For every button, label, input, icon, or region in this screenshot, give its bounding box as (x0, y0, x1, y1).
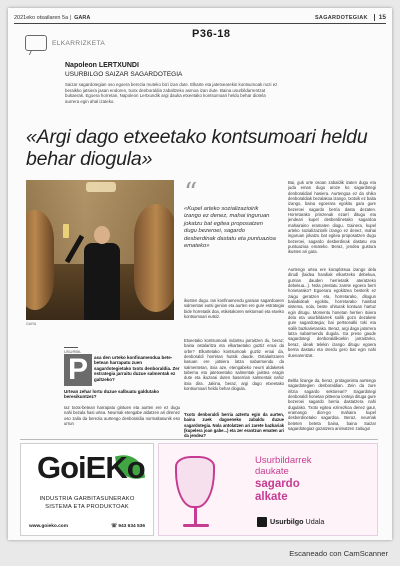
glass-stem (194, 508, 197, 524)
goieko-tagline-1: INDUSTRIA GARBITASUNERAKO (39, 496, 135, 502)
person-figure (84, 226, 120, 320)
section-name: SAGARDOTEGIAK (314, 14, 368, 21)
goieko-url[interactable]: www.goieko.com (29, 524, 69, 529)
goieko-ad[interactable] (20, 443, 154, 536)
second-question: Urtean zehar lortu duzue salbuatu galdutako beresikuntzez? (64, 389, 160, 400)
usurbil-logo-icon (257, 517, 267, 527)
first-question: asa den urteko konfinamendua bete-betean harrapatu zuen sagardotegietako txotx denboraldia. Zer estrategia jarraitu duzue salmentak ez galtzeko? (94, 355, 180, 382)
goieko-phone: ☏ 943 634 536 (110, 524, 145, 529)
photo-credit: GARA (26, 322, 37, 326)
issue-date: 2021eko otsailaren 5a | (14, 14, 72, 21)
page-code: P36-18 (192, 28, 231, 40)
cider-glass (63, 224, 69, 238)
author-name: Napoleon LERTXUNDI (65, 62, 139, 69)
body-text-right-b: Aurtengo urtea ere koraplotsua izango dela dirudi (laidea handiak elkartzeko debekua, gurrian dauden herrietatik ateratzeko debekua...). Nola prestatu zarete egoera berri honetarako? Egoerara egokitzea besterik ez zaigu geratzen eta, horretarako, ditugun baliabideak egokitu, horretarako hainbat sistema, nola, beste ohiturak kontuan hartuz egin ditugu. Momentu honetan herrien itxiera dela eta usurbildarrek soilik gozo dezakete gure sagardotegia; bai pertsonalki toki eta soilik bazkarietarako. Beraz, argi dago jatorrera latza nabarmendu dugula. Ga preso gaude sagardotegi denboraldikoekin jarraitzeko, beraz, ideak telekin izango ditugu egoera berria dastatu eta oterdu gero bat egin nahi duenarentzat. (288, 267, 376, 358)
body-text-right-a: Bai, guk urte osoan zabaldik izaten dugu eta juda eman dugu aroze ko sagardotegi denboraldiari hasiera. Aurtengoa ez da ohiko denboraldiak bezalakoa izango, txotxik ez baita izango, baina egoerara egokitu gara gure bezeroei sagardo berria dasta dezaten. Horretarako prinzenak ezarri ditugu eta jendeari kupel desberdinetako sagardoa mahairaino eramaten diogu. Gainera, kupel arteko sozializaziorik izango ez denez, mahai inguruan jokatzu bat egitea proposatzen dugu bezeroei, sagardo desberdinak dastatu eta puntuazioa emateko. Beraz, jendea gustura ikusten ari gara. (288, 180, 376, 255)
cider-barrel (134, 204, 174, 312)
body-text-mid-a: ikusten dugu. Ian konfinamendu garaian sagardoaren salmentari eutsi genion eta aurten ere gure estrategia bide horretatik doa, etiketakoren sektoreari eta etxeko kontsumoari eutsiz. (184, 298, 284, 320)
person-head (94, 226, 110, 244)
article-lead: Saizar sagardotegian oso egoera berezia muteko bizi izan dute. Elkarte eta jatetxearekin kontsumoak nozi ez beraikko jatsiera jasan endoren, txotx denboraldia zabaltzeko asmoa izan dute. Baina usurbildarrentzat bukaerak. Egoera horretan, Napoleon Lertxundik argi dauka etxeetako kontsumoari heldu behar diotela aurrera egin ahal izateko. (65, 82, 278, 104)
scanner-watermark: Escaneado con CamScanner (289, 549, 388, 558)
first-answer: Iaz txotx-betean harrapatu gintuen eta aurten ere ez dugu nahi bezala hasi urtea. Neurriak etengabe aldatzen ari direnez oso zaila da berezia aurtengo denboraldia normaltasunik eso urrun (64, 405, 180, 427)
usurbil-ad-line-1: Usurbildarrek (255, 455, 312, 466)
speech-bubble-icon (25, 35, 47, 51)
wine-glass-icon (167, 450, 225, 532)
body-text-mid-b: Etxeetako kontsumoak indartsu jarraitzen du, beraz; baina ostalaritza eta elkartaetako guztiz eroai da orbe? Elkartetako kontsumoak guztiz eroai da, denboraldi horretan hutsik daude. Ostalaritzaren kasuan ere jatsiera latza nabarmendu da salmentetan, itxia aze, etengabeko neurri aldaketek taberna eta jatetxeetako salmentak jaistea eragin dute eta ikuzarai duten baserrian salmentak nahiz itxia dira. Jakina, beraz, argi dago etxeetako kontsumoari heldu behar diogula. (184, 338, 284, 392)
quote-mark-icon: “ (184, 178, 198, 208)
usurbil-ad[interactable] (158, 443, 378, 536)
usurbil-ad-line-2: daukate (255, 466, 289, 477)
goieko-logo: GoiEKo (37, 450, 145, 485)
ad-divider (20, 439, 378, 440)
cider-barrel (26, 210, 54, 310)
usurbil-brand (270, 517, 324, 526)
usurbil-ad-line-4: alkate (255, 491, 288, 503)
paper-name: GARA (74, 14, 91, 21)
usurbil-brand-bold: Usurbilgo (270, 517, 304, 526)
glass-bowl (175, 456, 215, 508)
body-text-right-c: Beltla lizange da, beraz, protagonista aurtengo sagardotegien denboraldian. Zein da zure iritzia sagardo sektoreari? Sagardotegi denboraldi honetan pitteena ionteja dituga gure bezeroei sagardo berria dastatzera nahi dugulako. Txotx egitea ezinezkoa denez gaur, eramango dion-go mahaira kupel desberdinetako sagardoa. Beraz, neurriak beteten beteta baina, baina Saizar sagardotegiaz gozatzera animatzen zaitugu! (288, 378, 376, 432)
headline: «Argi dago etxeetako kontsumoari heldu behar diogula» (26, 126, 368, 170)
running-header (14, 12, 386, 24)
author-role: USURBILGO SAIZAR SAGARDOTEGIA (65, 71, 183, 78)
question-mid-c: Txotx denboraldi berria aztertu egin da aurten, baina zuek dagoeneko zabaldu duzue sagardotegia. Nola antolatzen ari zarete bazkariak (kupelera joan gabe...) eta zer erantzun ematen ari da jendea? (184, 412, 284, 439)
newspaper-page (8, 8, 392, 540)
location-tag: USURBIL (64, 349, 82, 354)
goieko-tagline-2: SISTEMA ETA PRODUKTOAK (45, 504, 129, 510)
portrait-photo (26, 180, 174, 320)
glass-base (183, 524, 209, 527)
person-body (84, 243, 120, 320)
usurbil-brand-rest: Udala (303, 517, 325, 526)
category-label: ELKARRIZKETA (52, 40, 106, 47)
pull-quote: «Kupel arteko sozializazioirik izango ez denez, mahai inguruan jokatzu bat egitea proposatzen dugu bezeroei, sagardo desberdinak dastatu eta puntuazioa emateko» (184, 206, 276, 250)
photo-lamp (86, 182, 116, 192)
page-number: 15 (374, 14, 386, 21)
drop-cap: P (64, 354, 92, 386)
usurbil-ad-line-3: sagardo (255, 478, 300, 490)
